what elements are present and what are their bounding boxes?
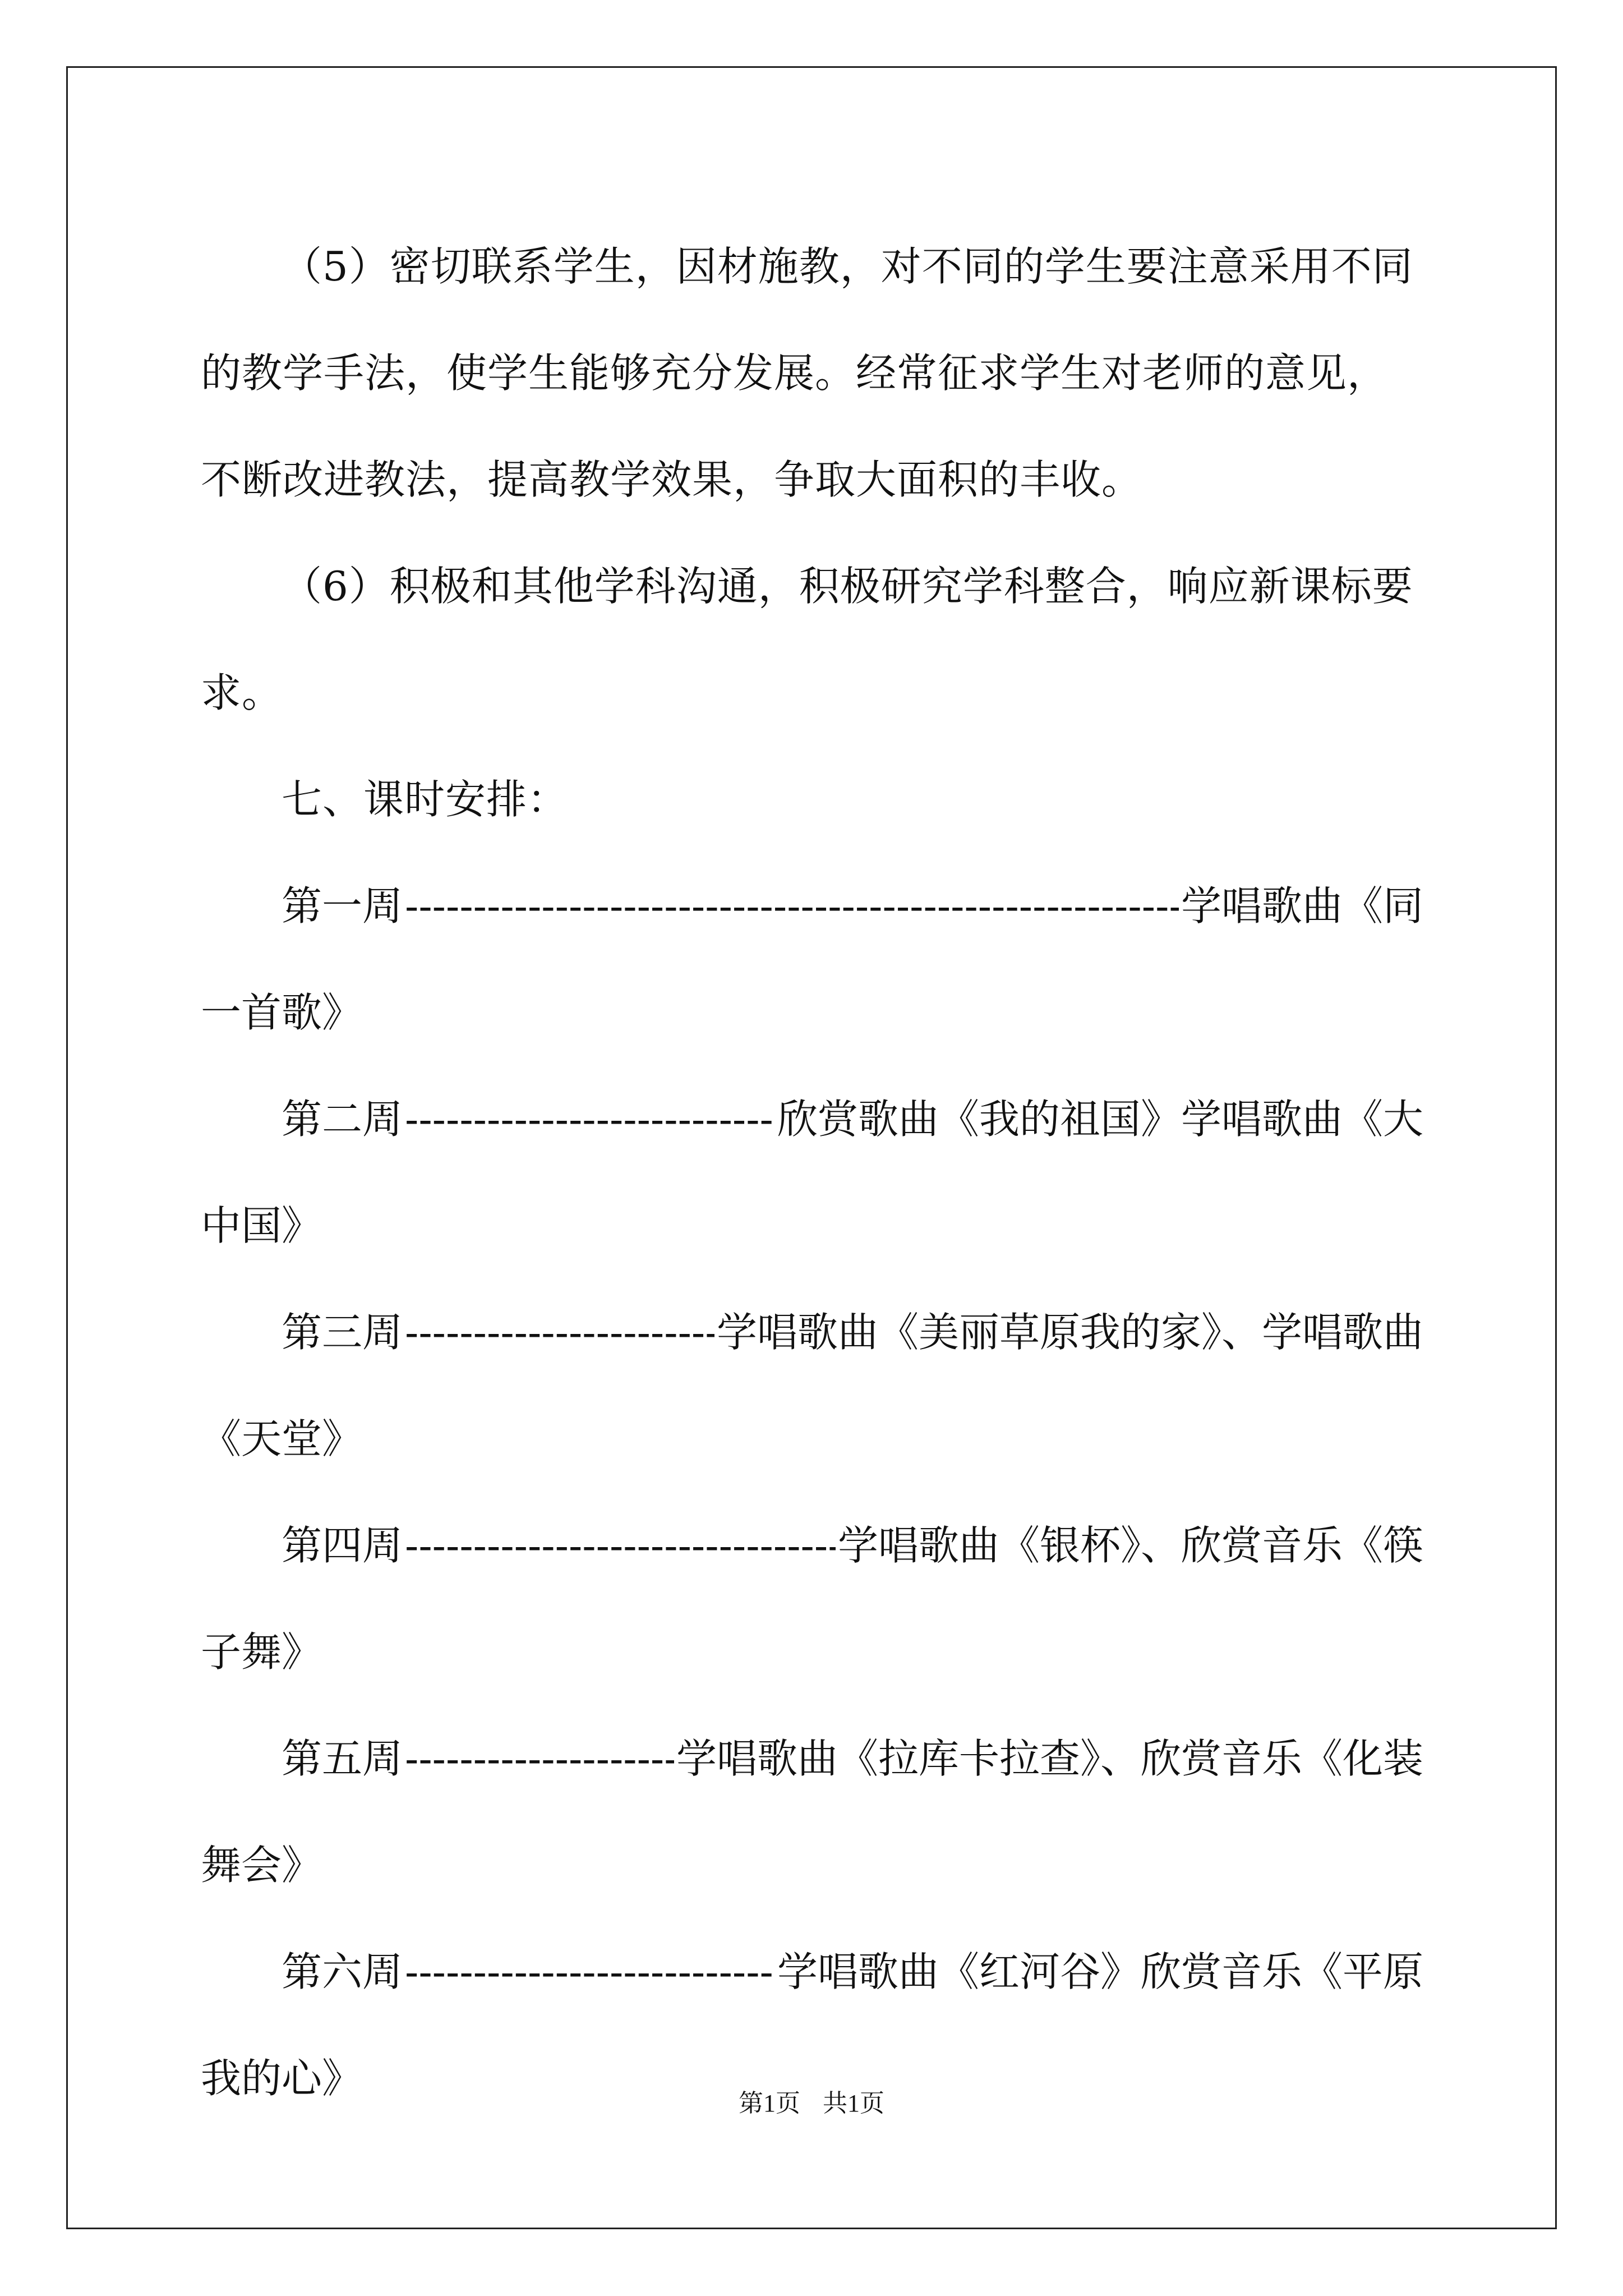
- schedule-content: 学唱歌曲《美丽草原我的家》、学唱歌曲: [716, 1309, 1423, 1356]
- dash-leader: [405, 1279, 714, 1386]
- page-footer: [0, 2087, 1623, 2120]
- schedule-content-continued: 舞会》: [201, 1842, 322, 1889]
- schedule-entry-week-4: [201, 1492, 1423, 1705]
- schedule-content: 学唱歌曲《红河谷》欣赏音乐《平原: [777, 1948, 1423, 1995]
- schedule-entry-week-3: [201, 1279, 1423, 1492]
- week-label: 第五周: [282, 1735, 403, 1782]
- paragraph-item-5: （5）密切联系学生，因材施教，对不同的学生要注意采用不同的教学手法，使学生能够充分发展。经常征求学生对老师的意见，不断改进教法，提高教学效果，争取大面积的丰收。: [201, 243, 1413, 503]
- schedule-entry-week-1: [201, 853, 1423, 1066]
- dash-leader: [405, 1066, 775, 1172]
- week-label: 第三周: [282, 1309, 403, 1356]
- schedule-content-continued: 我的心》: [201, 2055, 363, 2102]
- schedule-list: [201, 853, 1423, 2132]
- week-label: 第四周: [282, 1522, 403, 1569]
- page-number: 第1页: [739, 2090, 800, 2117]
- dash-leader: [405, 1492, 836, 1599]
- schedule-content: 学唱歌曲《银杯》、欣赏音乐《筷: [837, 1522, 1423, 1569]
- document-body: [201, 213, 1423, 2132]
- week-label: 第一周: [282, 882, 403, 930]
- schedule-content-continued: 中国》: [201, 1202, 322, 1249]
- paragraph-item-6: （6）积极和其他学科沟通，积极研究学科整合，响应新课标要求。: [201, 563, 1413, 716]
- dash-leader: [405, 1705, 674, 1812]
- schedule-content: 学唱歌曲《同: [1181, 882, 1423, 930]
- dash-leader: [405, 1918, 775, 2025]
- page-total: 共1页: [823, 2090, 884, 2117]
- schedule-content: 学唱歌曲《拉库卡拉查》、欣赏音乐《化装: [676, 1735, 1423, 1782]
- schedule-content: 欣赏歌曲《我的祖国》学唱歌曲《大: [777, 1096, 1423, 1143]
- section-heading-schedule: 七、课时安排：: [282, 776, 569, 823]
- schedule-content-continued: 子舞》: [201, 1628, 322, 1676]
- week-label: 第六周: [282, 1948, 403, 1995]
- schedule-content-continued: 《天堂》: [201, 1415, 363, 1462]
- dash-leader: [405, 853, 1179, 959]
- week-label: 第二周: [282, 1096, 403, 1143]
- schedule-entry-week-2: [201, 1066, 1423, 1279]
- schedule-entry-week-5: [201, 1705, 1423, 1918]
- schedule-content-continued: 一首歌》: [201, 989, 363, 1036]
